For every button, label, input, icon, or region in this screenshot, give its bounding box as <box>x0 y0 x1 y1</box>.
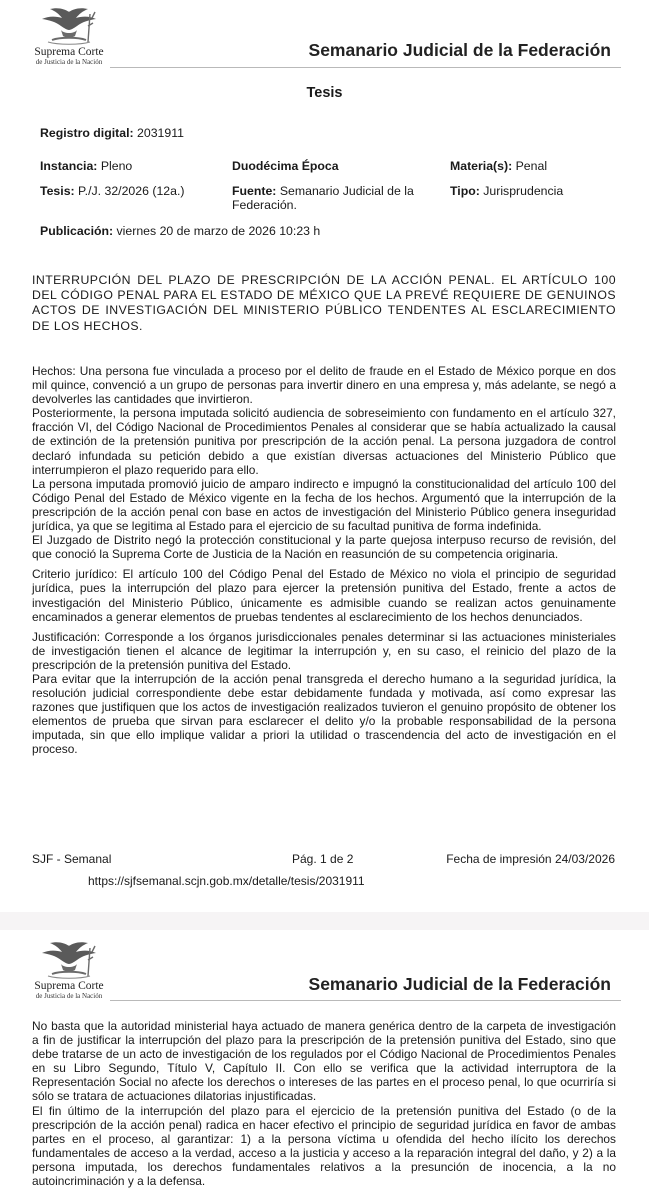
instancia-label: Instancia: <box>40 159 98 173</box>
eagle-emblem-icon <box>38 6 100 46</box>
header-rule <box>110 67 621 68</box>
registro-label: Registro digital: <box>40 126 134 140</box>
body-paragraph: El fin último de la interrupción del plazo para el ejercicio de la pretensión punitiva del Estado (o de la prescripción de la acción penal) radica en hacer efectivo el principio de seguridad jurídica en favor de ambas partes en el proceso, al garantizar: 1) a la persona víctima u ofendida del hecho ilícito los derechos fundamentales de acceso a la verdad, acceso a la justicia y acceso a la reparación integral del daño, y 2) a la persona imputada, los derechos fundamentales relativos a la presunción de inocencia, a la no autoincriminación y a la defensa. <box>32 1103 616 1189</box>
fuente-value: Semanario Judicial de la Federación. <box>232 184 414 212</box>
materia-value: Penal <box>512 159 548 173</box>
criterio-paragraph: Criterio jurídico: El artículo 100 del Código Penal del Estado de México no viola el principio de seguridad jurídica, pues la interrupción del plazo para ejercer la pretensión punitiva del Estado, frente a actos de investigación del Ministerio Público, únicamente es admisible cuando se realizan actos genuinamente encaminados a generar elementos de pruebas tendentes al esclarecimiento de los hechos denunciados. <box>32 567 616 624</box>
materia-label: Materia(s): <box>450 159 513 173</box>
instancia-value: Pleno <box>97 159 133 173</box>
brand-title: Semanario Judicial de la Federación <box>308 974 611 994</box>
epoca <box>232 159 339 173</box>
doc-type-title: Tesis <box>306 85 343 101</box>
instancia <box>40 159 132 173</box>
tipo <box>450 184 563 198</box>
body-paragraph: No basta que la autoridad ministerial haya actuado de manera genérica dentro de la carpeta de investigación a fin de justificar la interrupción del plazo para la prescripción de la pretensión punitiva del Estado, sino que debe tratarse de un acto de investigación de los regulados por el Código Nacional de Procedimientos Penales en su Libro Segundo, Título V, Capítulo II. Con ello se verifica que la actividad interruptora de la Representación Social no afecte los derechos o intereses de las partes en el proceso penal, lo que ocurriría si sólo se tratara de actuaciones dilatorias injustificadas. <box>32 1019 616 1104</box>
footer-print-date: Fecha de impresión 24/03/2026 <box>446 852 615 866</box>
epoca-value: Duodécima Época <box>232 159 339 173</box>
document-page-2 <box>0 930 649 1200</box>
justificacion-paragraph: Para evitar que la interrupción de la acción penal transgreda el derecho humano a la seguridad jurídica, la resolución judicial correspondiente debe estar debidamente fundada y motivada, así como expresar las razones que justifiquen que los actos de investigación realizados tuvieron el genuino propósito de obtener los elementos de prueba que sirvan para esclarecer el delito y/o la probable responsabilidad de la persona imputada, sin que ello implique validar a priori la utilidad o trascendencia del acto de investigación en el proceso. <box>32 671 616 757</box>
logo-line2: de Justicia de la Nación <box>35 992 103 1000</box>
scjn-logo <box>32 6 106 66</box>
publicacion <box>40 224 320 238</box>
brand-title: Semanario Judicial de la Federación <box>308 40 611 60</box>
tesis-value: P./J. 32/2026 (12a.) <box>74 184 185 198</box>
tipo-value: Jurisprudencia <box>479 184 564 198</box>
footer-url-link[interactable]: https://sjfsemanal.scjn.gob.mx/detalle/tesis/2031911 <box>88 874 365 888</box>
fuente-label: Fuente: <box>232 184 277 198</box>
tesis-number <box>40 184 184 198</box>
logo-line1: Suprema Corte <box>34 46 104 58</box>
logo-line2: de Justicia de la Nación <box>35 58 103 66</box>
hechos-paragraph: La persona imputada promovió juicio de amparo indirecto e impugnó la constitucionalidad del artículo 100 del Código Penal del Estado de México vigente en la fecha de los hechos. Argumentó que la interrupción de la prescripción de la acción penal con base en actos de investigación del Ministerio Público genera inseguridad jurídica, ya que se legitima al Estado para el ejercicio de su facultad punitiva de forma indefinida. <box>32 476 616 534</box>
tipo-label: Tipo: <box>450 184 480 198</box>
header-rule <box>110 1000 621 1001</box>
page2-body <box>32 1019 616 1188</box>
materia <box>450 159 547 173</box>
thesis-body <box>32 364 616 757</box>
scjn-logo <box>32 940 106 1000</box>
thesis-heading: INTERRUPCIÓN DEL PLAZO DE PRESCRIPCIÓN DE LA ACCIÓN PENAL. EL ARTÍCULO 100 DEL CÓDIGO PENAL PARA EL ESTADO DE MÉXICO QUE LA PREVÉ REQUIERE DE GENUINOS ACTOS DE INVESTIGACIÓN DEL MINISTERIO PÚBLICO TENDENTES AL ESCLARECIMIENTO DE LOS HECHOS. <box>32 273 616 333</box>
registro-digital <box>40 126 184 140</box>
logo-line1: Suprema Corte <box>34 980 104 992</box>
hechos-paragraph: Posteriormente, la persona imputada solicitó audiencia de sobreseimiento con fundamento en el artículo 327, fracción VI, del Código Nacional de Procedimientos Penales al considerar que se había actualizado la causal de extinción de la pretensión punitiva por prescripción de la acción penal. La persona juzgadora de control declaró infundada su petición debido a que existían diversas actuaciones del Ministerio Público que interrumpieron el plazo requerido para ello. <box>32 406 616 477</box>
tesis-label: Tesis: <box>40 184 75 198</box>
publicacion-label: Publicación: <box>40 224 114 238</box>
publicacion-value: viernes 20 de marzo de 2026 10:23 h <box>113 224 321 238</box>
justificacion-paragraph: Justificación: Corresponde a los órganos jurisdiccionales penales determinar si las actuaciones ministeriales de investigación tienen el alcance de legitimar la interrupción y, en su caso, el reinicio del plazo de la prescripción de la pretensión punitiva del Estado. <box>32 629 616 672</box>
fuente <box>232 184 437 212</box>
hechos-paragraph: Hechos: Una persona fue vinculada a proceso por el delito de fraude en el Estado de México porque en dos mil quince, convenció a un grupo de personas para invertir dinero en una empresa y, más adelante, se negó a devolverles las cantidades que invirtieron. <box>32 364 616 407</box>
registro-value: 2031911 <box>133 126 184 140</box>
footer-page-number: Pág. 1 de 2 <box>292 852 354 866</box>
footer-source: SJF - Semanal <box>32 852 112 866</box>
eagle-emblem-icon <box>38 940 100 980</box>
hechos-paragraph: El Juzgado de Distrito negó la protección constitucional y la parte quejosa interpuso recurso de revisión, del que conoció la Suprema Corte de Justicia de la Nación en reasunción de su competencia originaria. <box>32 533 616 562</box>
